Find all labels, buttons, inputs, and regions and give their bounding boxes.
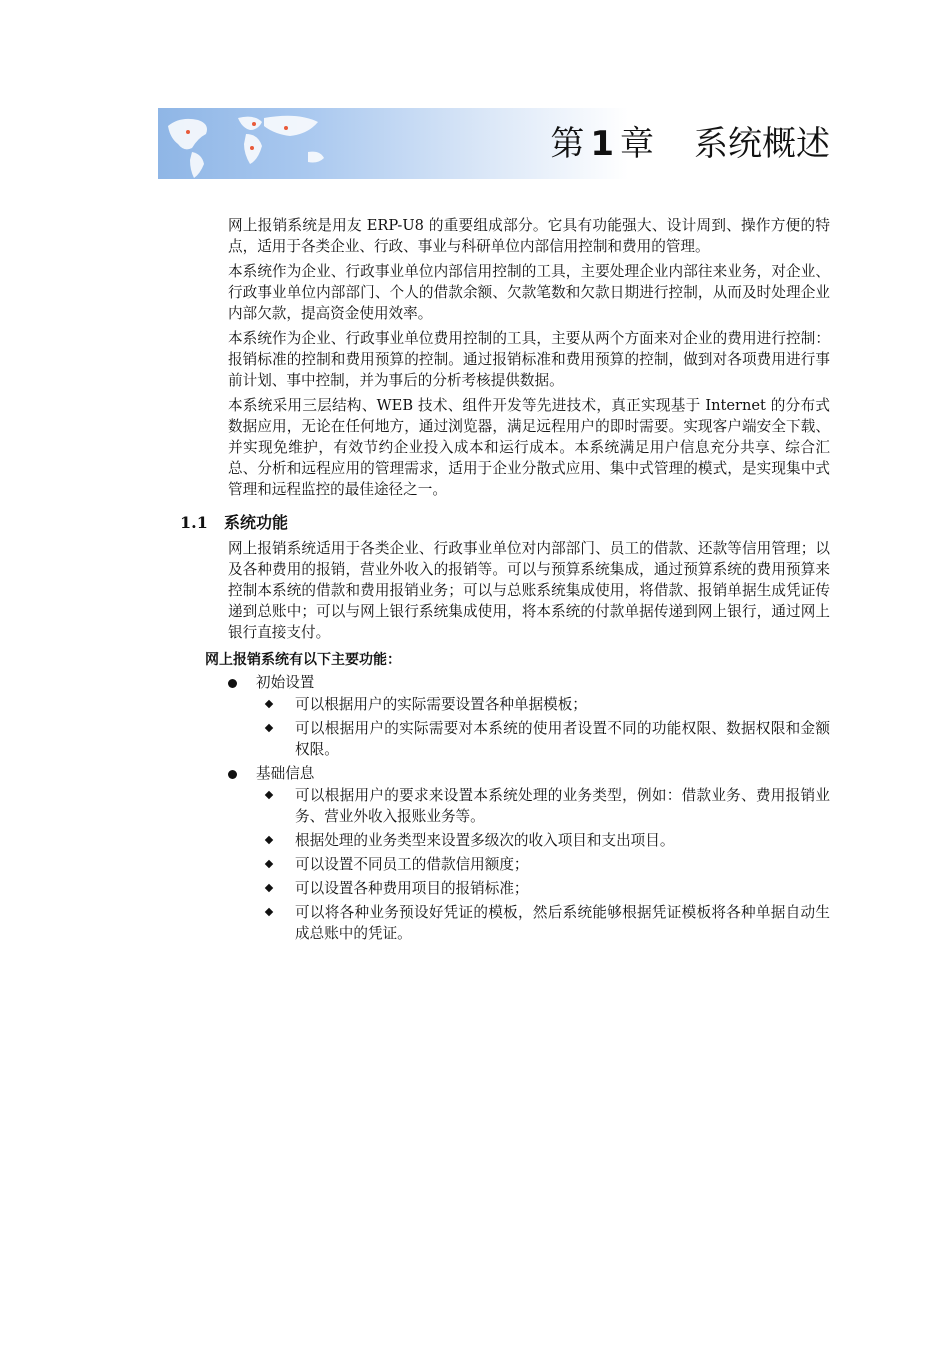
- intro-section: [228, 215, 830, 504]
- feature-group-title: [228, 672, 830, 694]
- feature-group-label: 基础信息: [256, 765, 315, 782]
- section-title: 系统功能: [224, 513, 289, 532]
- chapter-name: 系统概述: [694, 124, 830, 164]
- section-number: 1.1: [180, 513, 208, 532]
- list-item-text: 可以将各种业务预设好凭证的模板，然后系统能够根据凭证模板将各种单据自动生成总账中的凭证。: [295, 904, 830, 942]
- feature-group: [228, 672, 830, 760]
- diamond-bullet-icon: [265, 860, 273, 868]
- list-item-text: 可以根据用户的要求来设置本系统处理的业务类型，例如：借款业务、费用报销业务、营业外收入报账业务等。: [295, 787, 830, 825]
- section-body: [228, 538, 830, 643]
- diamond-bullet-icon: [265, 836, 273, 844]
- list-item: [228, 694, 830, 715]
- chapter-number: 1: [590, 124, 614, 164]
- bullet-icon: [228, 770, 237, 779]
- list-item: [228, 785, 830, 827]
- list-item: [228, 878, 830, 899]
- intro-paragraph: 本系统作为企业、行政事业单位费用控制的工具，主要从两个方面来对企业的费用进行控制：报销标准的控制和费用预算的控制。通过报销标准和费用预算的控制，做到对各项费用进行事前计划、事中控制，并为事后的分析考核提供数据。: [228, 330, 830, 389]
- list-item: [228, 830, 830, 851]
- list-item-text: 可以设置不同员工的借款信用额度；: [295, 856, 529, 873]
- chapter-prefix: 第: [550, 124, 585, 164]
- diamond-bullet-icon: [265, 884, 273, 892]
- section-paragraph: 网上报销系统适用于各类企业、行政事业单位对内部部门、员工的借款、还款等信用管理；以及各种费用的报销，营业外收入的报销等。可以与预算系统集成，通过预算系统的费用预算来控制本系统的借款和费用报销业务；可以与总账系统集成使用，将借款、报销单据生成凭证传递到总账中；可以与网上银行系统集成使用，将本系统的付款单据传递到网上银行，通过网上银行直接支付。: [228, 540, 830, 641]
- list-item: [228, 718, 830, 760]
- bullet-icon: [228, 679, 237, 688]
- list-item-text: 可以设置各种费用项目的报销标准；: [295, 880, 529, 897]
- intro-paragraph: 本系统作为企业、行政事业单位内部信用控制的工具，主要处理企业内部往来业务，对企业、行政事业单位内部部门、个人的借款余额、欠款笔数和欠款日期进行控制，从而及时处理企业内部欠款，提高资金使用效率。: [228, 263, 830, 322]
- list-item-text: 可以根据用户的实际需要设置各种单据模板；: [295, 696, 587, 713]
- intro-paragraph: 本系统采用三层结构、WEB 技术、组件开发等先进技术，真正实现基于 Internet 的分布式数据应用，无论在任何地方，通过浏览器，满足远程用户的即时需要。实现客户端安全下载、并实现免维护，有效节约企业投入成本和运行成本。本系统满足用户信息充分共享、综合汇总、分析和远程应用的管理需求，适用于企业分散式应用、集中式管理的模式，是实现集中式管理和远程监控的最佳途径之一。: [228, 397, 830, 498]
- diamond-bullet-icon: [265, 908, 273, 916]
- list-item-text: 可以根据用户的实际需要对本系统的使用者设置不同的功能权限、数据权限和金额权限。: [295, 720, 830, 758]
- feature-group: [228, 763, 830, 944]
- chapter-title: [550, 124, 830, 164]
- features-lead: 网上报销系统有以下主要功能：: [205, 652, 401, 668]
- diamond-bullet-icon: [265, 700, 273, 708]
- list-item: [228, 902, 830, 944]
- chapter-suffix: 章: [620, 124, 654, 164]
- feature-group-label: 初始设置: [256, 674, 315, 691]
- intro-paragraph: 网上报销系统是用友 ERP-U8 的重要组成部分。它具有功能强大、设计周到、操作方便的特点，适用于各类企业、行政、事业与科研单位内部信用控制和费用的管理。: [228, 217, 830, 255]
- world-map-icon: [158, 108, 398, 179]
- diamond-bullet-icon: [265, 724, 273, 732]
- feature-group-title: [228, 763, 830, 785]
- chapter-banner: [158, 108, 830, 179]
- diamond-bullet-icon: [265, 791, 273, 799]
- list-item: [228, 854, 830, 875]
- feature-list: [228, 672, 830, 947]
- list-item-text: 根据处理的业务类型来设置多级次的收入项目和支出项目。: [295, 832, 675, 849]
- section-heading: [180, 510, 288, 533]
